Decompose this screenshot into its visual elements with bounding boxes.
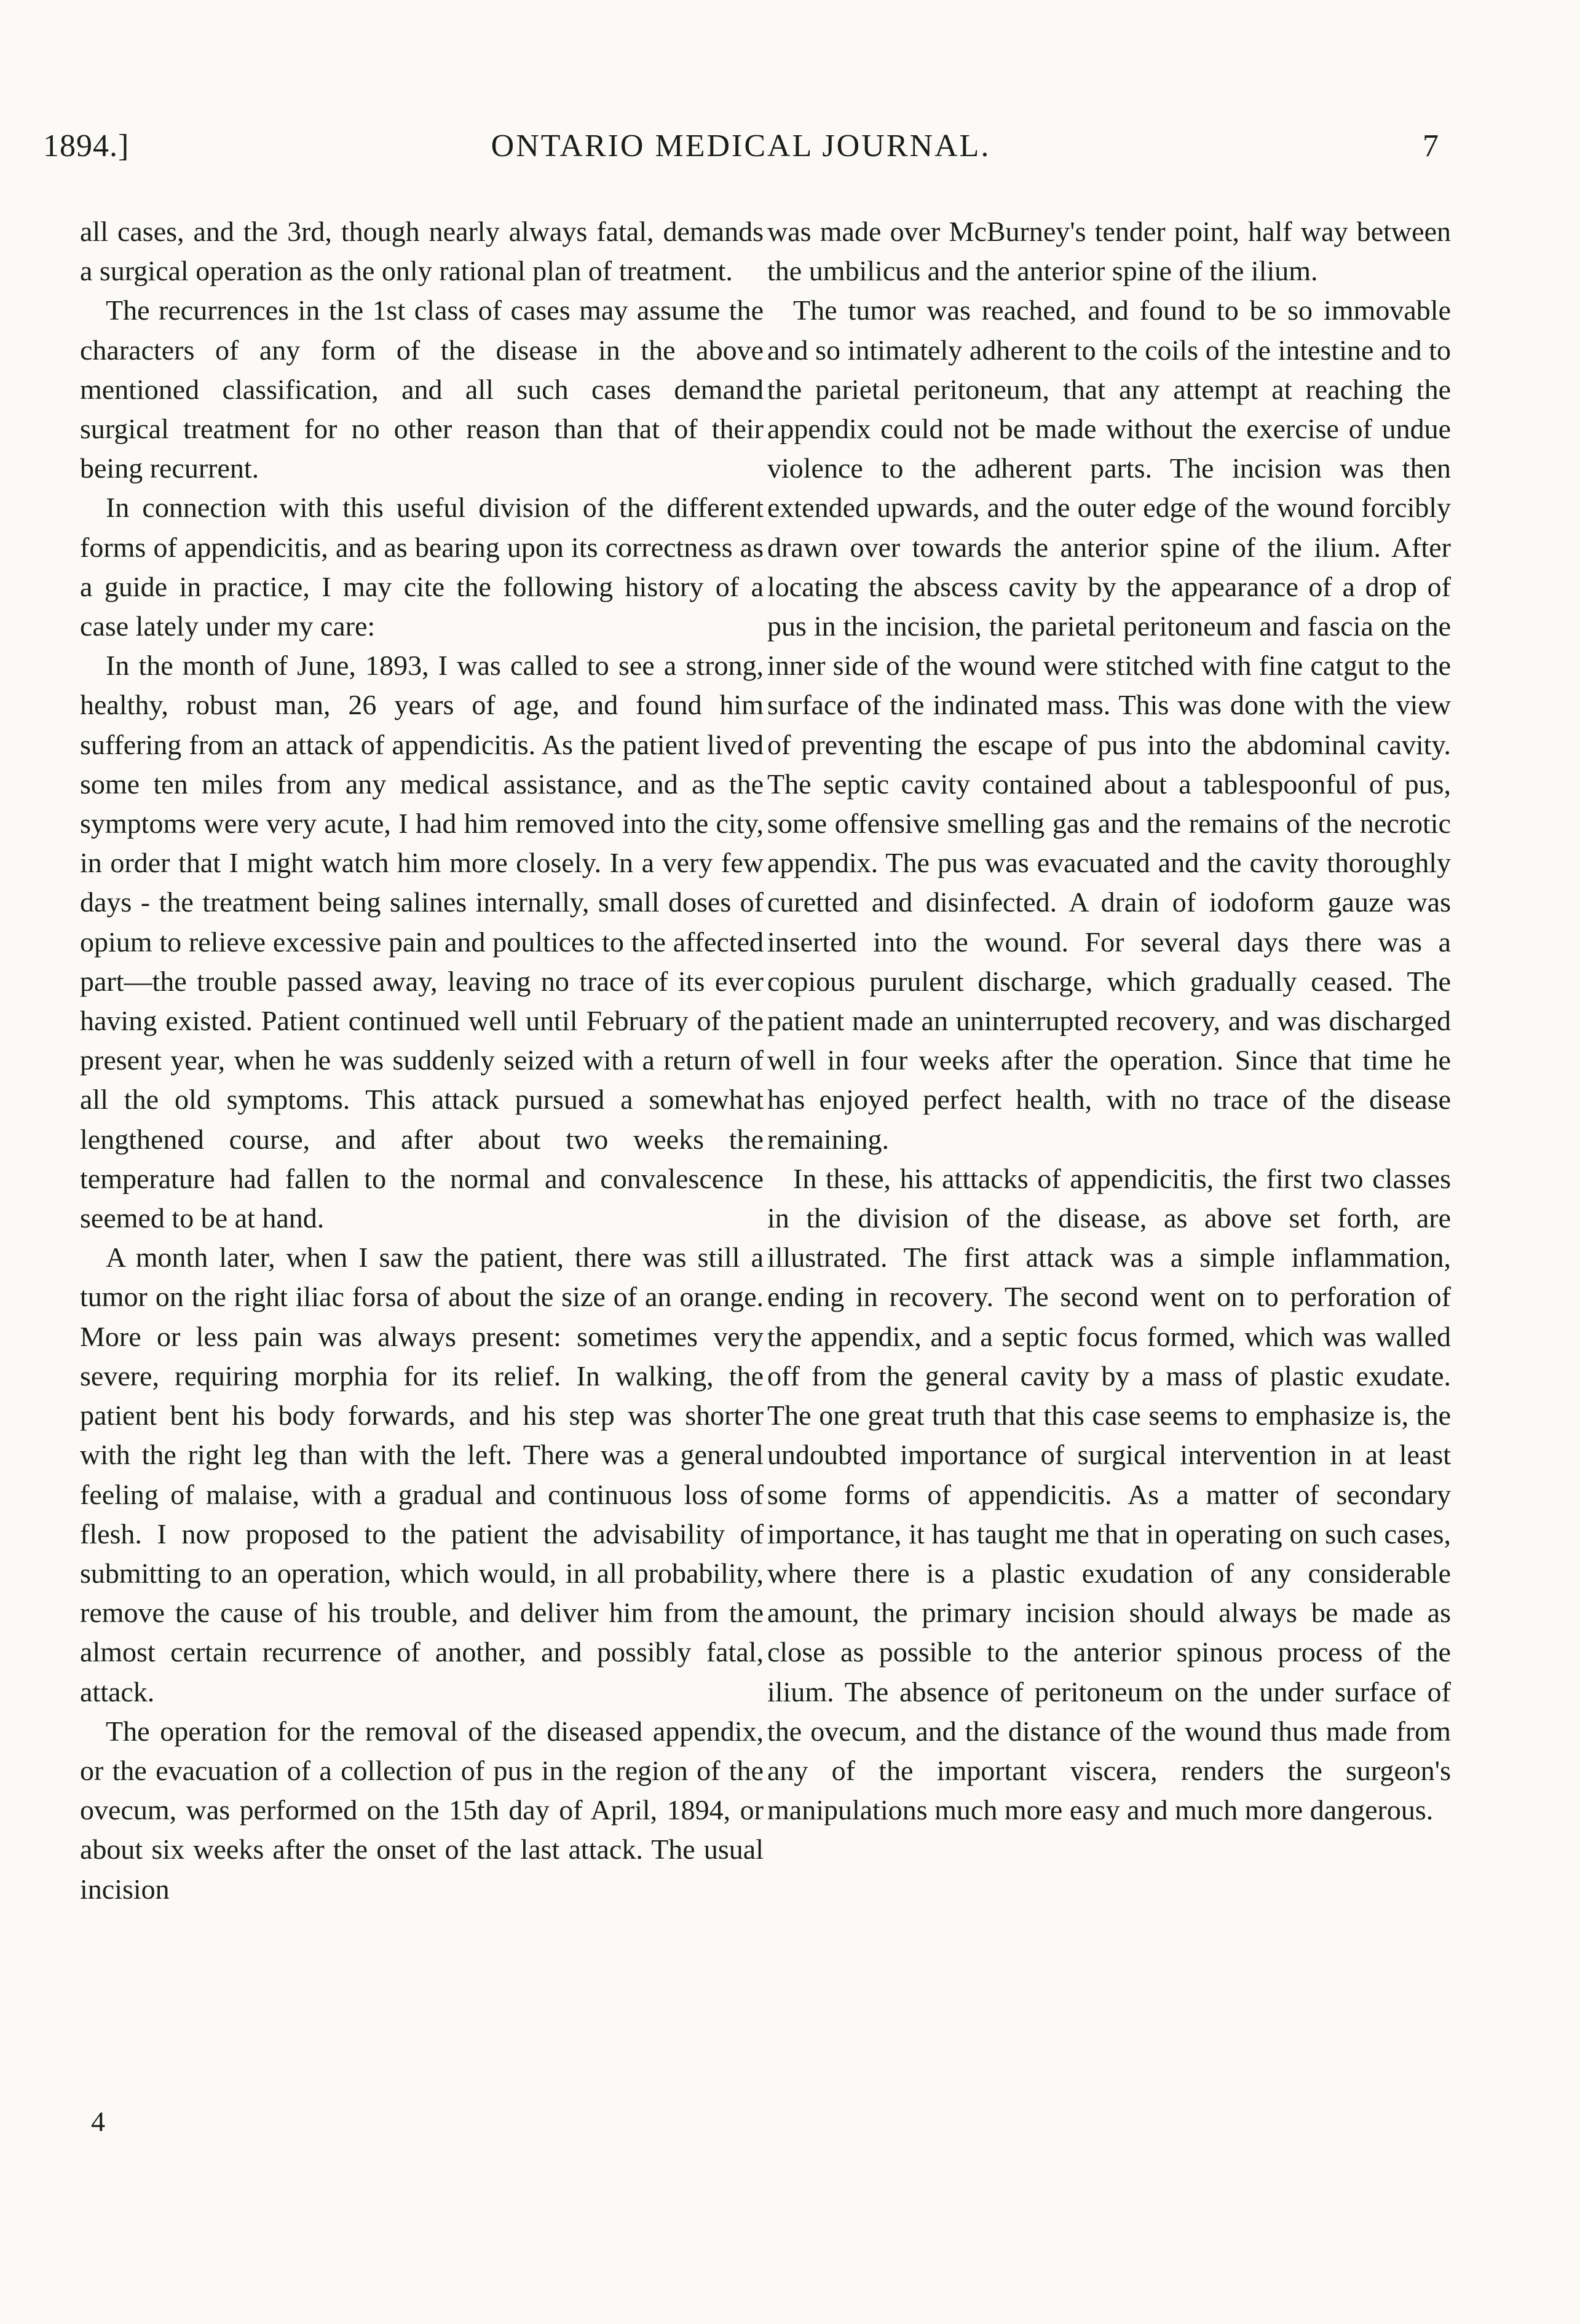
signature-mark: 4 — [91, 2106, 105, 2137]
journal-title: ONTARIO MEDICAL JOURNAL. — [491, 128, 991, 163]
left-column — [80, 212, 764, 1909]
paragraph: In the month of June, 1893, I was called to see a strong, healthy, robust man, 26 years of age, and found him suffering from an attack of appendicitis. As the patient lived some ten miles from any medical assistance, and as the symptoms were very acute, I had him removed into the city, in order that I might watch him more closely. In a very few days - the treatment being salines internally, small doses of opium to relieve excessive pain and poultices to the affected part—the trouble passed away, leaving no trace of its ever having existed. Patient continued well until February of the present year, when he was suddenly seized with a return of all the old symptoms. This attack pursued a somewhat lengthened course, and after about two weeks the temperature had fallen to the normal and convalescence seemed to be at hand. — [80, 650, 764, 1234]
paragraph: A month later, when I saw the patient, there was still a tumor on the right iliac forsa of about the size of an orange. More or less pain was always present: sometimes very severe, requiring morphia for its relief. In walking, the patient bent his body forwards, and his step was shorter with the right leg than with the left. There was a general feeling of malaise, with a gradual and continuous loss of flesh. I now proposed to the patient the advisability of submitting to an operation, which would, in all probability, remove the cause of his trouble, and deliver him from the almost certain recurrence of another, and possibly fatal, attack. — [80, 1242, 764, 1708]
right-column — [767, 212, 1451, 1830]
paragraph: The operation for the removal of the diseased appendix, or the evacuation of a collection of pus in the region of the ovecum, was performed on the 15th day of April, 1894, or about six weeks after the onset of the last attack. The usual incision — [80, 1715, 764, 1905]
paragraph: The tumor was reached, and found to be so immovable and so intimately adherent to the coils of the intestine and to the parietal peritoneum, that any attempt at reaching the appendix could not be made without the exercise of undue violence to the adherent parts. The incision was then extended upwards, and the outer edge of the wound forcibly drawn over towards the anterior spine of the ilium. After locating the abscess cavity by the appearance of a drop of pus in the incision, the parietal peritoneum and fascia on the inner side of the wound were stitched with fine catgut to the surface of the indinated mass. This was done with the view of preventing the escape of pus into the abdominal cavity. The septic cavity contained about a tablespoonful of pus, some offensive smelling gas and the remains of the necrotic appendix. The pus was evacuated and the cavity thoroughly curetted and disinfected. A drain of iodoform gauze was inserted into the wound. For several days there was a copious purulent discharge, which gradually ceased. The patient made an uninterrupted recovery, and was discharged well in four weeks after the operation. Since that time he has enjoyed perfect health, with no trace of the disease remaining. — [767, 294, 1451, 1155]
paragraph: The recurrences in the 1st class of cases may assume the characters of any form of the disease in the above mentioned classification, and all such cases demand surgical treatment for no other reason than that of their being recurrent. — [80, 294, 764, 484]
running-header — [43, 128, 1439, 171]
header-year: 1894.] — [43, 128, 130, 163]
paragraph: all cases, and the 3rd, though nearly always fatal, demands a surgical operation as the only rational plan of treatment. — [80, 216, 764, 287]
paragraph: was made over McBurney's tender point, half way between the umbilicus and the anterior spine of the ilium. — [767, 216, 1451, 287]
paragraph: In connection with this useful division of the different forms of appendicitis, and as bearing upon its correctness as a guide in practice, I may cite the following history of a case lately under my care: — [80, 492, 764, 642]
paragraph: In these, his atttacks of appendicitis, the first two classes in the division of the disease, as above set forth, are illustrated. The first attack was a simple inflammation, ending in recovery. The second went on to perforation of the appendix, and a septic focus formed, which was walled off from the general cavity by a mass of plastic exudate. The one great truth that this case seems to emphasize is, the undoubted importance of surgical intervention in at least some forms of appendicitis. As a matter of secondary importance, it has taught me that in operating on such cases, where there is a plastic exudation of any considerable amount, the primary incision should always be made as close as possible to the anterior spinous process of the ilium. The absence of peritoneum on the under surface of the ovecum, and the distance of the wound thus made from any of the important viscera, renders the surgeon's manipulations much more easy and much more dangerous. — [767, 1162, 1451, 1826]
page-number: 7 — [1423, 128, 1439, 163]
